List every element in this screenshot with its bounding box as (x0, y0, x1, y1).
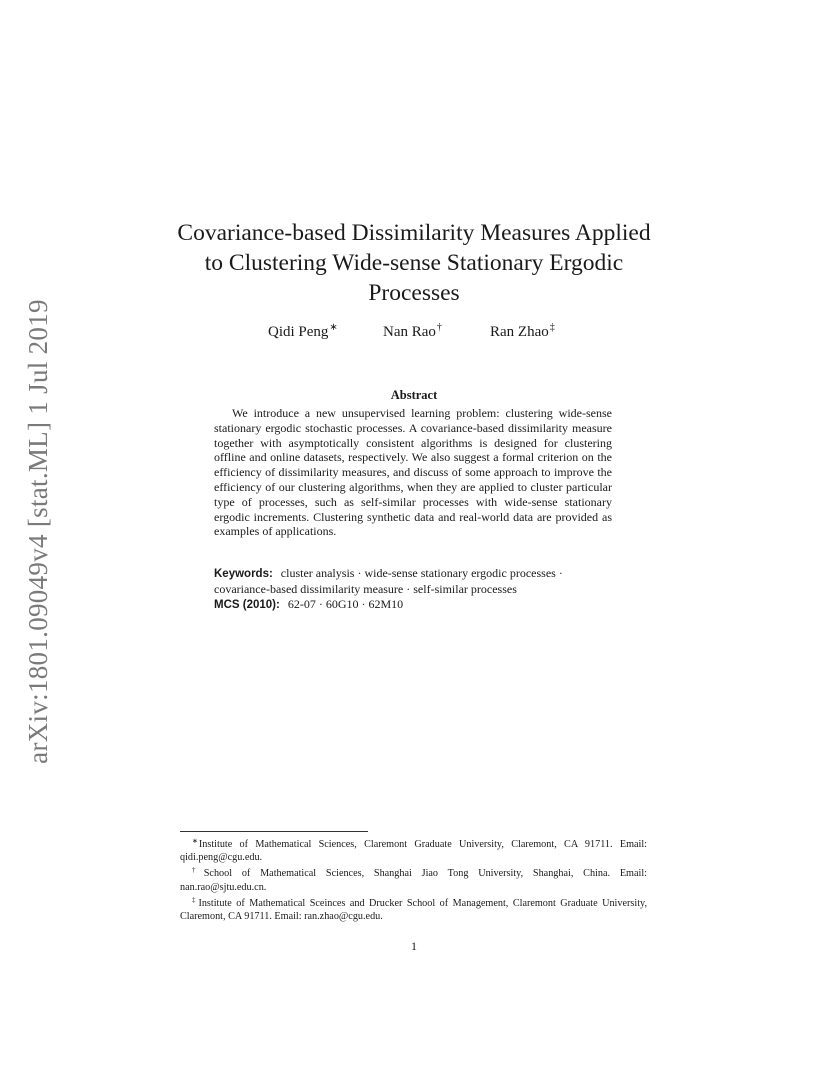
arxiv-sideband (16, 296, 60, 766)
mcs-codes: 62-07 · 60G10 · 62M10 (287, 596, 404, 611)
keywords-label: Keywords: (214, 568, 273, 580)
footnote (180, 864, 647, 893)
author (383, 322, 442, 341)
title-line: Covariance-based Dissimilarity Measures Applied (177, 220, 651, 246)
footnote-text: Institute of Mathematical Sceinces and Drucker School of Management, Claremont Graduate University, Claremont, CA 91711. Email: ran.zhao@cgu.edu. (180, 897, 647, 923)
footnote (180, 894, 647, 923)
footnote-mark: † (192, 866, 203, 875)
title-line: Processes (368, 280, 460, 306)
footnote-mark: ‡ (192, 895, 198, 904)
author-list (0, 322, 828, 344)
arxiv-identifier: arXiv:1801.09049v4 [stat.ML] 1 Jul 2019 (22, 298, 53, 764)
footnote-text: Institute of Mathematical Sciences, Claremont Graduate University, Claremont, CA 91711. Email: qidi.peng@cgu.edu. (180, 839, 647, 864)
title-line: to Clustering Wide-sense Stationary Ergodic (204, 250, 624, 276)
author-name: Ran Zhao (490, 324, 549, 340)
footnote-divider (180, 831, 368, 832)
author (268, 322, 338, 341)
footnote-text: School of Mathematical Sciences, Shanghai Jiao Tong University, Shanghai, China. Email: nan.rao@sjtu.edu.cn. (180, 868, 647, 893)
mcs-label: MCS (2010): (214, 598, 280, 611)
author (490, 322, 555, 341)
mcs-line (214, 597, 612, 613)
author-name: Qidi Peng (268, 324, 329, 340)
abstract-heading: Abstract (390, 388, 438, 402)
footnote-mark: ‡ (549, 322, 555, 333)
footnote (180, 835, 647, 864)
footnote-mark: † (436, 322, 442, 333)
keywords-text: cluster analysis · wide-sense stationary ergodic processes · covariance-based dissimilarity measure · self-similar processes (214, 566, 563, 596)
keywords-line (214, 566, 612, 597)
footnote-mark: ∗ (329, 322, 338, 333)
footnote-mark: ∗ (192, 837, 198, 845)
page-number: 1 (411, 939, 417, 953)
footnotes (180, 835, 647, 923)
keywords-block (214, 566, 612, 612)
author-name: Nan Rao (383, 324, 436, 340)
abstract-text: We introduce a new unsupervised learning problem: clustering wide-sense stationary ergodic stochastic processes. A covariance-based dissimilarity measure together with asymptotically consistent algorithms is designed for clustering offline and online datasets, respectively. We also suggest a formal criterion on the efficiency of dissimilarity measures, and discuss of some approach to improve the efficiency of our clustering algorithms, when they are applied to cluster particular type of processes, such as self-similar processes with wide-sense stationary ergodic increments. Clustering synthetic data and real-world data are provided as examples of applications. (214, 406, 612, 539)
paper-title (170, 218, 658, 308)
